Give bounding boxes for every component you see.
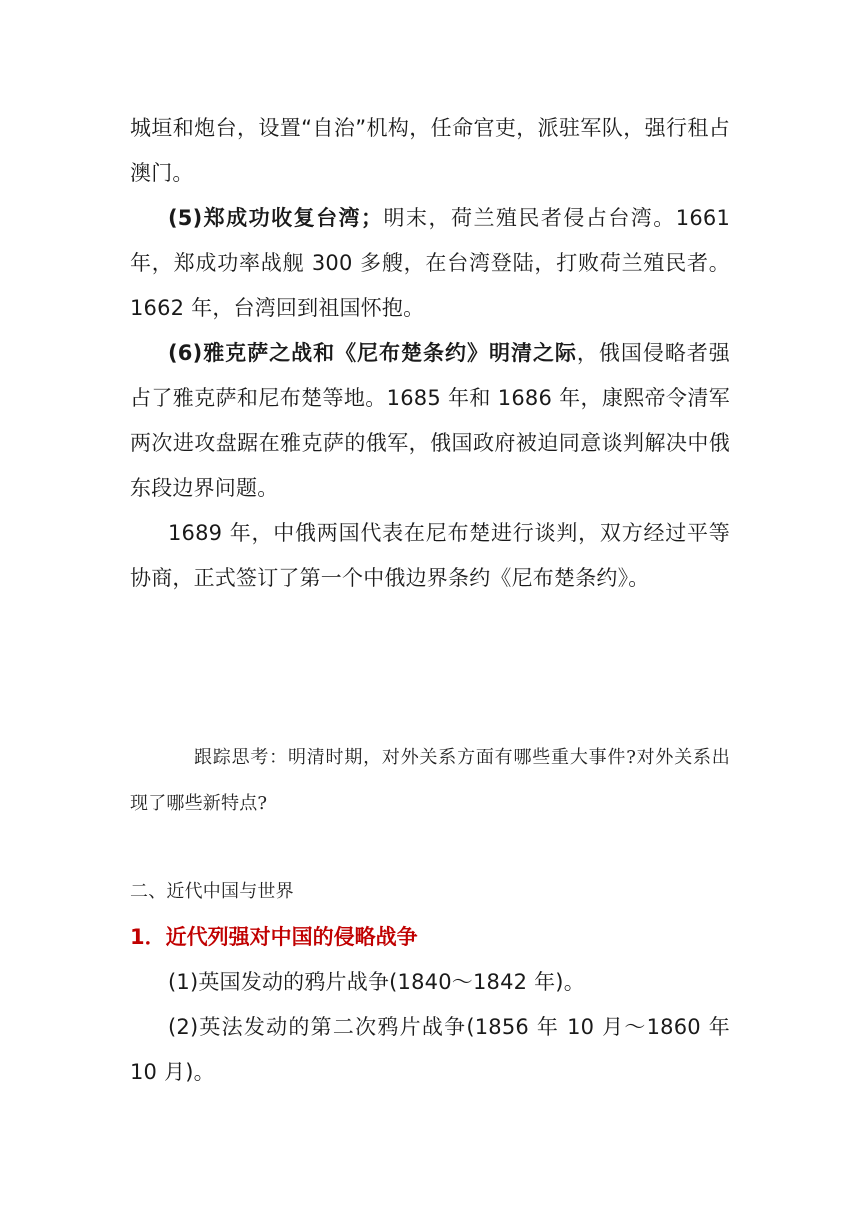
section2-item-2: (2)英法发动的第二次鸦片战争(1856 年 10 月～1860 年 10 月)。 <box>130 1015 730 1084</box>
section2-heading: 1．近代列强对中国的侵略战争 <box>130 925 418 949</box>
paragraph-5-title: (5)郑成功收复台湾； <box>168 206 383 230</box>
think-question: 跟踪思考：明清时期，对外关系方面有哪些重大事件?对外关系出现了哪些新特点? <box>130 747 730 814</box>
paragraph-6 <box>130 331 730 511</box>
section2-item-1: (1)英国发动的鸦片战争(1840～1842 年)。 <box>168 970 585 994</box>
paragraph-6-title: (6)雅克萨之战和《尼布楚条约》明清之际 <box>168 341 577 365</box>
paragraph-intro: 城垣和炮台，设置“自治”机构，任命官吏，派驻军队，强行租占澳门。 <box>130 116 730 185</box>
paragraph-5 <box>130 196 730 331</box>
paragraph-7: 1689 年，中俄两国代表在尼布楚进行谈判，双方经过平等协商，正式签订了第一个中俄边界条约《尼布楚条约》。 <box>130 521 730 590</box>
paragraph-5-text: 明末，荷兰殖民者侵占台湾。1661 年，郑成功率战舰 300 多艘，在台湾登陆，打败荷兰殖民者。1662 年，台湾回到祖国怀抱。 <box>130 206 730 320</box>
section2-title: 二、近代中国与世界 <box>130 881 294 902</box>
section1-body <box>130 106 730 601</box>
section2-body <box>130 925 730 1095</box>
paragraph-6-text: ，俄国侵略者强占了雅克萨和尼布楚等地。1685 年和 1686 年，康熙帝令清军两次进攻盘踞在雅克萨的俄军，俄国政府被迫同意谈判解决中俄东段边界问题。 <box>130 341 731 500</box>
